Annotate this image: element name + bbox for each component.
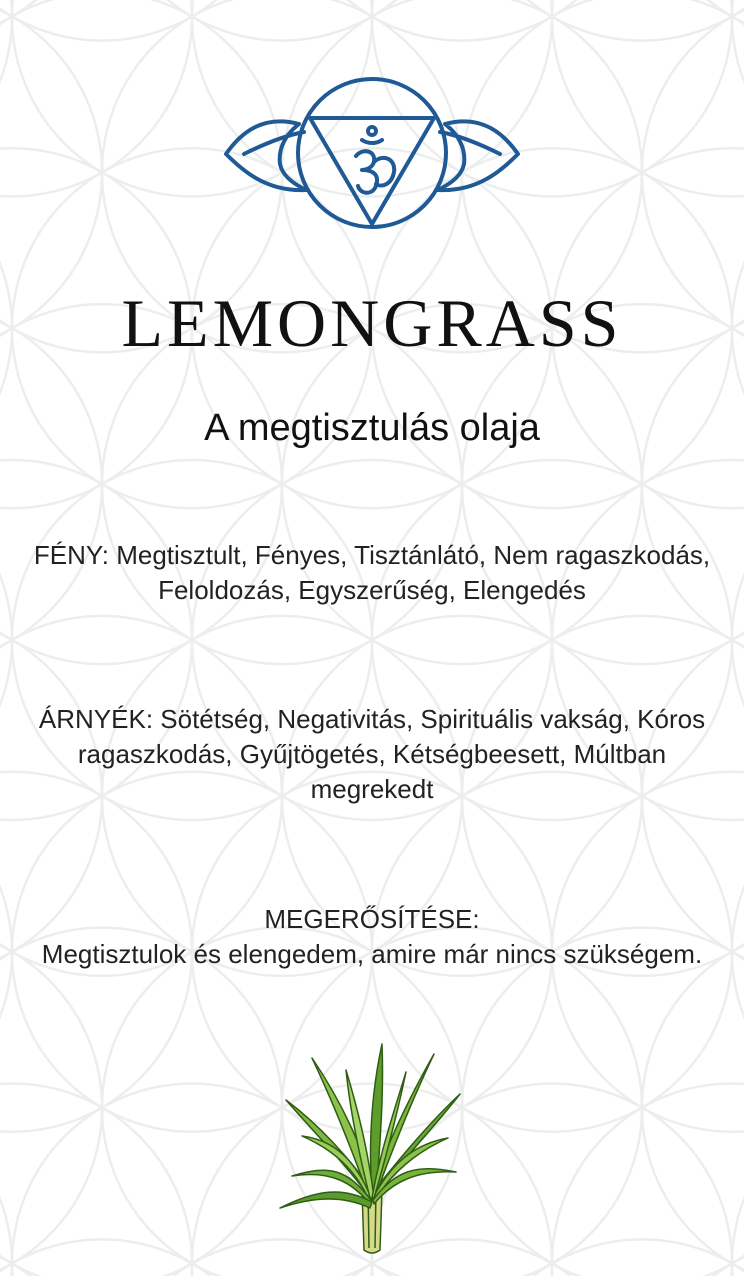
- shadow-qualities: [30, 702, 714, 807]
- third-eye-chakra-icon: [222, 74, 522, 232]
- affirmation-heading: MEGERŐSÍTÉSE:: [264, 904, 480, 934]
- lemongrass-plant-icon: [272, 1040, 472, 1258]
- subtitle: A megtisztulás olaja: [204, 407, 540, 449]
- light-qualities-text: FÉNY: Megtisztult, Fényes, Tisztánlátó, Nem ragaszkodás, Feloldozás, Egyszerűség, Elengedés: [33, 540, 711, 605]
- page-title: LEMONGRASS: [121, 285, 623, 361]
- light-qualities: [30, 538, 714, 608]
- shadow-qualities-text: ÁRNYÉK: Sötétség, Negativitás, Spirituális vakság, Kóros ragaszkodás, Gyűjtögetés, Kétségbeesett, Múltban megrekedt: [38, 704, 706, 804]
- affirmation: [30, 902, 714, 972]
- affirmation-text: Megtisztulok és elengedem, amire már nincs szükségem.: [41, 939, 703, 969]
